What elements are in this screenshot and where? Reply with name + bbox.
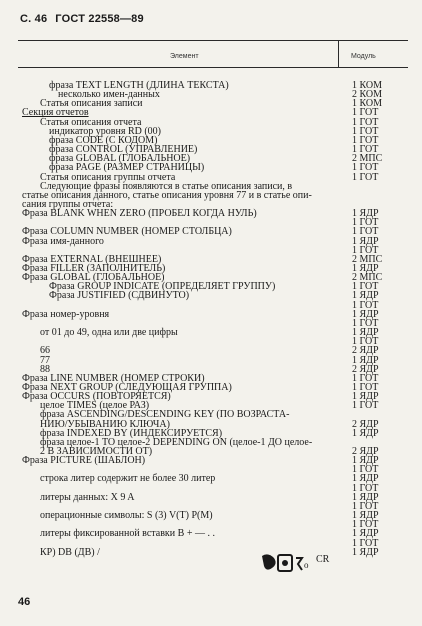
column-header-module: Модуль <box>351 53 376 60</box>
element-text: Фраза FILLER (ЗАПОЛНИТЕЛЬ) <box>22 263 166 274</box>
module-value: 2 ЯДР <box>352 363 379 375</box>
module-value: 1 ГОТ <box>352 281 379 293</box>
module-value: 1 ГОТ <box>352 500 379 512</box>
page-number: 46 <box>18 596 31 608</box>
module-value: 1 ГОТ <box>352 107 379 119</box>
module-value: 1 ГОТ <box>352 464 379 476</box>
module-value: 1 ЯДР <box>352 528 379 540</box>
module-value: 1 ГОТ <box>352 144 379 156</box>
element-text: НИЮ/УБЫВАНИЮ КЛЮЧА) <box>40 418 170 430</box>
element-text: фраза CONTROL (УПРАВЛЕНИЕ) <box>49 144 198 156</box>
element-text: литеры данных: X 9 A <box>40 491 135 503</box>
element-text: строка литер содержит не более 30 литер <box>40 473 216 485</box>
element-text: Фраза LINE NUMBER (НОМЕР СТРОКИ) <box>22 372 205 384</box>
module-value: 2 ЯДР <box>352 418 379 430</box>
module-value: 2 МПС <box>352 153 383 165</box>
module-value: 1 ГОТ <box>352 226 379 238</box>
element-text: Фраза GROUP INDICATE (ОПРЕДЕЛЯЕТ ГРУППУ) <box>49 281 276 293</box>
module-value: 1 ЯДР <box>352 510 379 522</box>
module-value: 1 ЯДР <box>352 235 379 247</box>
element-text: фраза INDEXED BY (ИНДЕКСИРУЕТСЯ) <box>40 427 223 439</box>
module-value: 1 КОМ <box>352 80 383 91</box>
module-value: 2 МПС <box>352 253 383 265</box>
element-text: Статья описания группы отчета <box>40 171 176 183</box>
element-text: Статья описания отчета <box>40 116 142 128</box>
standard-code: ГОСТ 22558—89 <box>55 13 144 25</box>
element-text: 77 <box>40 354 50 366</box>
element-text: Фраза BLANK WHEN ZERO (ПРОБЕЛ КОГДА НУЛЬ) <box>22 208 257 220</box>
module-value: 1 ГОТ <box>352 537 379 549</box>
module-value: 1 ГОТ <box>352 381 379 393</box>
module-value: 1 ГОТ <box>352 171 379 183</box>
module-value: 1 ЯДР <box>352 354 379 366</box>
svg-text:o: o <box>304 560 309 570</box>
module-value: 1 ЯДР <box>352 308 379 320</box>
module-value: 2 ЯДР <box>352 446 379 457</box>
element-text: Фраза имя-данного <box>22 235 104 247</box>
element-text: Фраза OCCURS (ПОВТОРЯЕТСЯ) <box>22 391 171 403</box>
module-value: 1 ГОТ <box>352 372 379 384</box>
element-text: операционные символы: S (3) V(T) P(M) <box>40 510 213 522</box>
element-text: фраза ASCENDING/DESCENDING KEY (ПО ВОЗРАСТА- <box>40 409 290 421</box>
module-value: 1 ЯДР <box>352 208 379 220</box>
module-value: 1 ЯДР <box>352 391 379 403</box>
page-ref: С. 46 <box>20 13 48 25</box>
module-value: 1 ЯДР <box>352 263 379 274</box>
module-value: 1 ГОТ <box>352 244 379 256</box>
module-value: 2 МПС <box>352 272 383 284</box>
module-value: 1 ГОТ <box>352 317 379 329</box>
element-text: Фраза PICTURE (ШАБЛОН) <box>22 455 146 467</box>
module-value: 1 КОМ <box>352 98 383 110</box>
element-text: Фраза GLOBAL (ГЛОБАЛЬНОЕ) <box>22 272 165 284</box>
module-value: 1 ГОТ <box>352 134 379 146</box>
element-text: несколько имен-данных <box>58 89 160 101</box>
module-value: 1 ЯДР <box>352 290 379 302</box>
module-value: 1 ГОТ <box>352 125 379 137</box>
module-value: 1 ЯДР <box>352 455 379 467</box>
module-value: 1 ГОТ <box>352 336 379 348</box>
element-text: сания группы отчета: <box>22 198 114 210</box>
element-text: от 01 до 49, одна или две цифры <box>40 327 178 339</box>
module-value: 1 ГОТ <box>352 400 379 412</box>
element-text: Фраза номер-уровня <box>22 308 110 320</box>
element-text: индикатор уровня RD (00) <box>49 125 161 137</box>
module-value: 2 КОМ <box>352 89 383 101</box>
table-row <box>0 547 422 558</box>
element-text: Статья описания записи <box>40 98 143 110</box>
module-value: 1 ЯДР <box>352 327 379 339</box>
element-text: Фраза EXTERNAL (ВНЕШНЕЕ) <box>22 253 162 265</box>
cr-label: CR <box>316 554 330 565</box>
element-text: Фраза COLUMN NUMBER (НОМЕР СТОЛБЦА) <box>22 226 232 238</box>
fixed-insertion-symbols-mark <box>258 550 314 576</box>
element-text: 66 <box>40 345 50 357</box>
element-text: 2 В ЗАВИСИМОСТИ ОТ) <box>40 446 153 457</box>
element-text: КР) DB (ДВ) / <box>40 546 100 558</box>
module-value: 1 ЯДР <box>352 473 379 485</box>
module-value: 1 ЯДР <box>352 546 379 558</box>
element-text: литеры фиксированной вставки B + — . . <box>40 528 215 540</box>
module-value: 1 ГОТ <box>352 482 379 494</box>
element-text: Фраза NEXT GROUP (СЛЕДУЮЩАЯ ГРУППА) <box>22 381 232 393</box>
module-value: 2 ЯДР <box>352 345 379 357</box>
element-text: фраза TEXT LENGTH (ДЛИНА ТЕКСТА) <box>49 80 229 91</box>
element-text: фраза целое-1 TO целое-2 DEPENDING ON (целое-1 ДО целое- <box>40 436 313 448</box>
module-value: 1 ГОТ <box>352 217 379 229</box>
module-value: 1 ГОТ <box>352 116 379 128</box>
element-text: фраза PAGE (РАЗМЕР СТРАНИЦЫ) <box>49 162 205 174</box>
module-value: 1 ГОТ <box>352 299 379 311</box>
column-header-element: Элемент <box>170 53 199 60</box>
element-text: Секция отчетов <box>22 107 89 119</box>
element-text: 88 <box>40 363 50 375</box>
module-value: 1 ГОТ <box>352 162 379 174</box>
element-text: Следующие фразы появляются в статье описания записи, в <box>40 180 293 192</box>
module-value: 1 ГОТ <box>352 519 379 531</box>
element-text: фраза CODE (С КОДОМ) <box>49 134 158 146</box>
module-value: 1 ЯДР <box>352 427 379 439</box>
element-text: Фраза JUSTIFIED (СДВИНУТО) <box>49 290 190 302</box>
element-text: фраза GLOBAL (ГЛОБАЛЬНОЕ) <box>49 153 191 165</box>
element-text: статье описания данного, статье описания уровня 77 и в статье опи- <box>22 189 312 201</box>
element-text: целое TIMES (целое РАЗ) <box>40 400 150 412</box>
module-value: 1 ЯДР <box>352 491 379 503</box>
